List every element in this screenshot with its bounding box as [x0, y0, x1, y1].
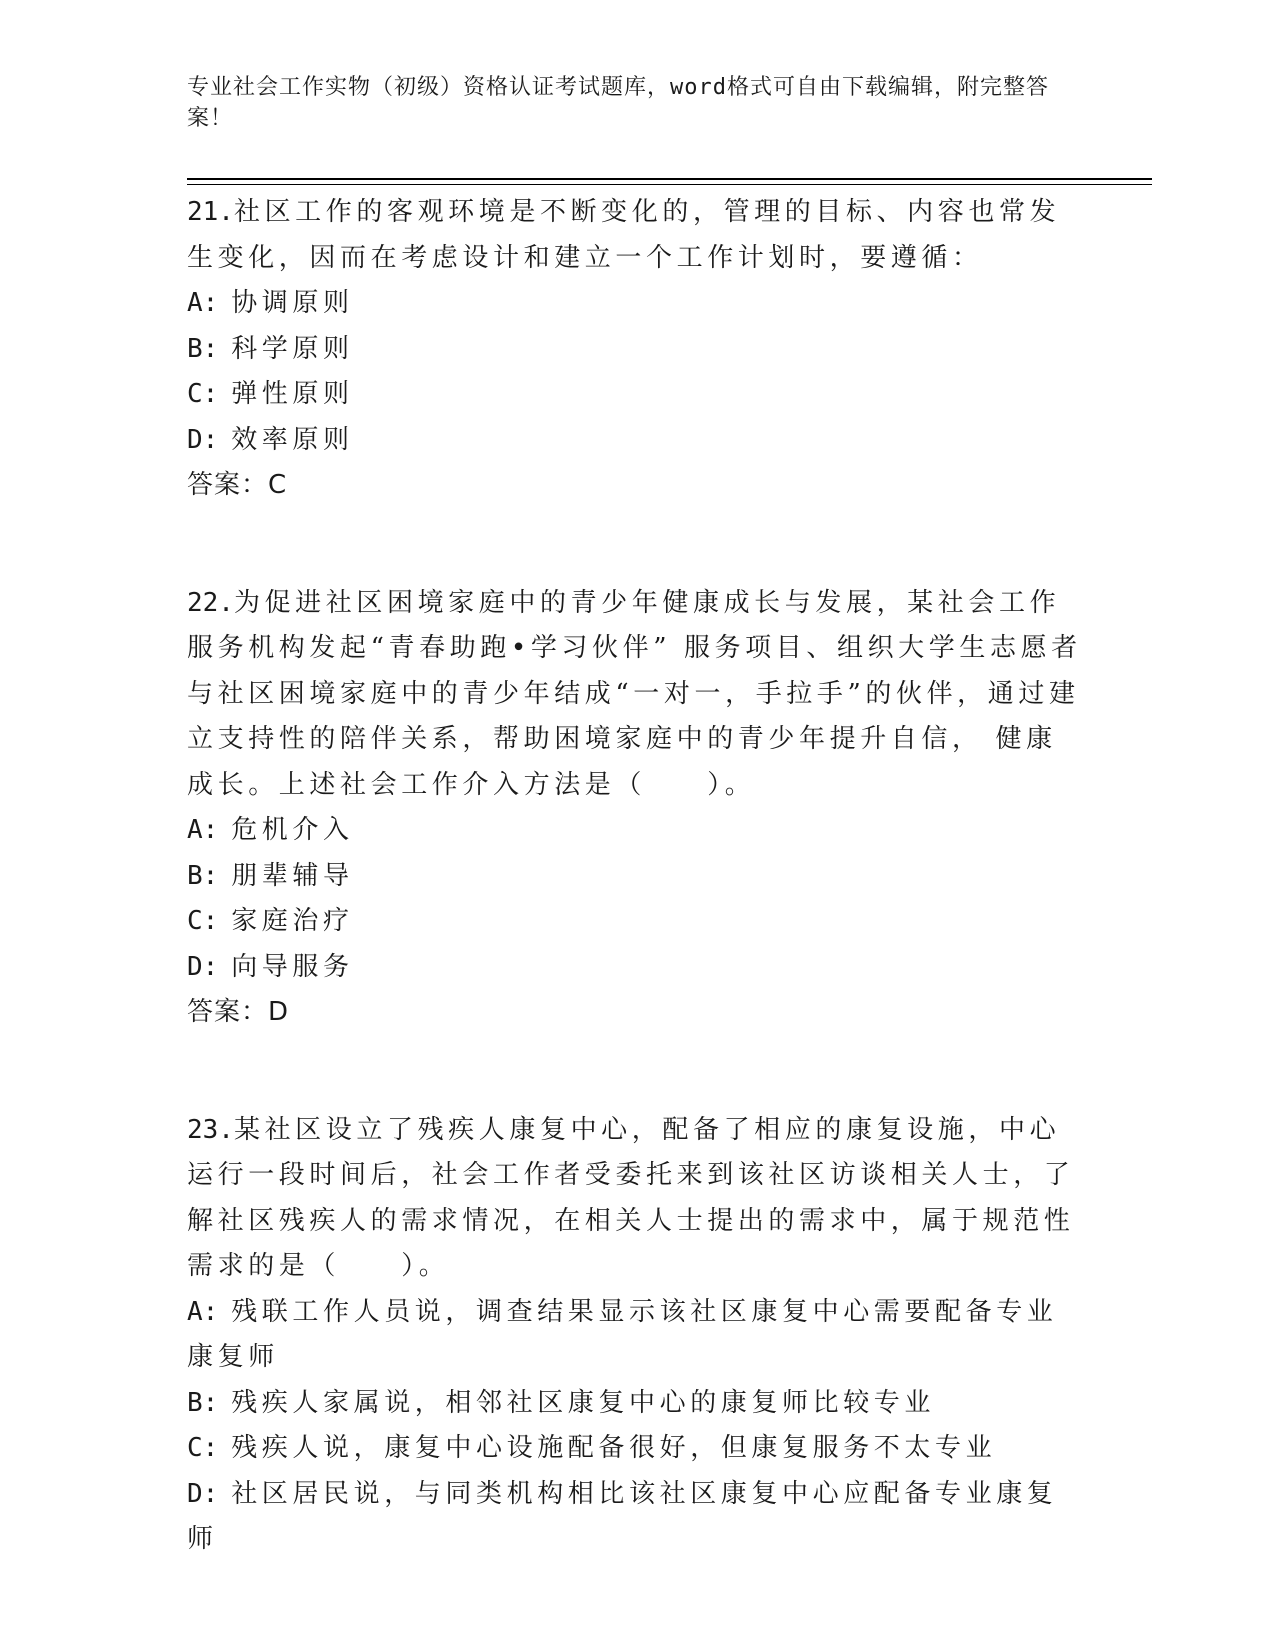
- question-stem-text: 某社区设立了残疾人康复中心，配备了相应的康复设施，中心运行一段时间后，社会工作者受委托来到该社区访谈相关人士，了解社区残疾人的需求情况，在相关人士提出的需求中，属于规范性需求的是（ ）。: [187, 1114, 1075, 1281]
- option-letter: B:: [187, 860, 219, 891]
- option-text: 弹性原则: [231, 379, 354, 409]
- option-b: [187, 327, 1087, 373]
- question-stem: [187, 190, 1087, 281]
- option-d: [187, 1472, 1087, 1563]
- option-letter: A:: [187, 288, 219, 318]
- question-spacer: [187, 509, 1087, 581]
- option-text: 效率原则: [231, 424, 354, 455]
- option-text: 科学原则: [231, 333, 354, 364]
- option-text: 朋辈辅导: [231, 860, 354, 891]
- option-text: 残疾人家属说，相邻社区康复中心的康复师比较专业: [231, 1387, 935, 1418]
- option-text: 残联工作人员说，调查结果显示该社区康复中心需要配备专业康复师: [187, 1296, 1058, 1372]
- option-c: [187, 372, 1087, 418]
- option-letter: B:: [187, 333, 219, 364]
- option-text: 危机介入: [231, 815, 354, 845]
- option-b: [187, 854, 1087, 900]
- option-letter: C:: [187, 906, 219, 936]
- option-letter: C:: [187, 1433, 219, 1463]
- question-number: 22.: [187, 587, 234, 618]
- option-letter: D:: [187, 951, 219, 982]
- option-c: [187, 1426, 1087, 1472]
- question-stem: [187, 581, 1087, 809]
- question-22: [187, 581, 1087, 1036]
- option-a: [187, 808, 1087, 854]
- answer-line: 答案：C: [187, 470, 288, 500]
- question-stem-text: 社区工作的客观环境是不断变化的，管理的目标、内容也常发生变化，因而在考虑设计和建立一个工作计划时，要遵循：: [187, 197, 1061, 273]
- option-letter: B:: [187, 1387, 219, 1418]
- option-letter: A:: [187, 815, 219, 845]
- option-d: [187, 418, 1087, 464]
- option-text: 残疾人说，康复中心设施配备很好，但康复服务不太专业: [231, 1433, 997, 1463]
- question-stem: [187, 1108, 1087, 1290]
- option-d: [187, 945, 1087, 991]
- option-c: [187, 899, 1087, 945]
- question-21: [187, 190, 1087, 509]
- option-text: 社区居民说，与同类机构相比该社区康复中心应配备专业康复师: [187, 1478, 1058, 1554]
- document-header: 专业社会工作实物（初级）资格认证考试题库，word格式可自由下载编辑，附完整答案！: [187, 75, 1049, 131]
- option-text: 向导服务: [231, 951, 354, 982]
- option-a: [187, 281, 1087, 327]
- option-a: [187, 1290, 1087, 1381]
- question-number: 21.: [187, 197, 234, 227]
- answer-line: 答案：D: [187, 997, 290, 1027]
- option-text: 协调原则: [231, 288, 354, 318]
- option-text: 家庭治疗: [231, 906, 354, 936]
- question-number: 23.: [187, 1114, 234, 1145]
- question-23: [187, 1108, 1087, 1563]
- option-letter: D:: [187, 1478, 219, 1509]
- option-letter: D:: [187, 424, 219, 455]
- option-letter: A:: [187, 1296, 219, 1327]
- option-letter: C:: [187, 379, 219, 409]
- header-rule-thin: [187, 184, 1152, 185]
- question-list: [187, 190, 1087, 1563]
- question-spacer: [187, 1036, 1087, 1108]
- header-rule-thick: [187, 178, 1152, 180]
- option-b: [187, 1381, 1087, 1427]
- question-stem-text: 为促进社区困境家庭中的青少年健康成长与发展，某社会工作服务机构发起“青春助跑•学习伙伴” 服务项目、组织大学生志愿者与社区困境家庭中的青少年结成“一对一，手拉手”的伙伴，通过建立支持性的陪伴关系，帮助困境家庭中的青少年提升自信， 健康成长。上述社会工作介入方法是（ ）。: [187, 587, 1082, 800]
